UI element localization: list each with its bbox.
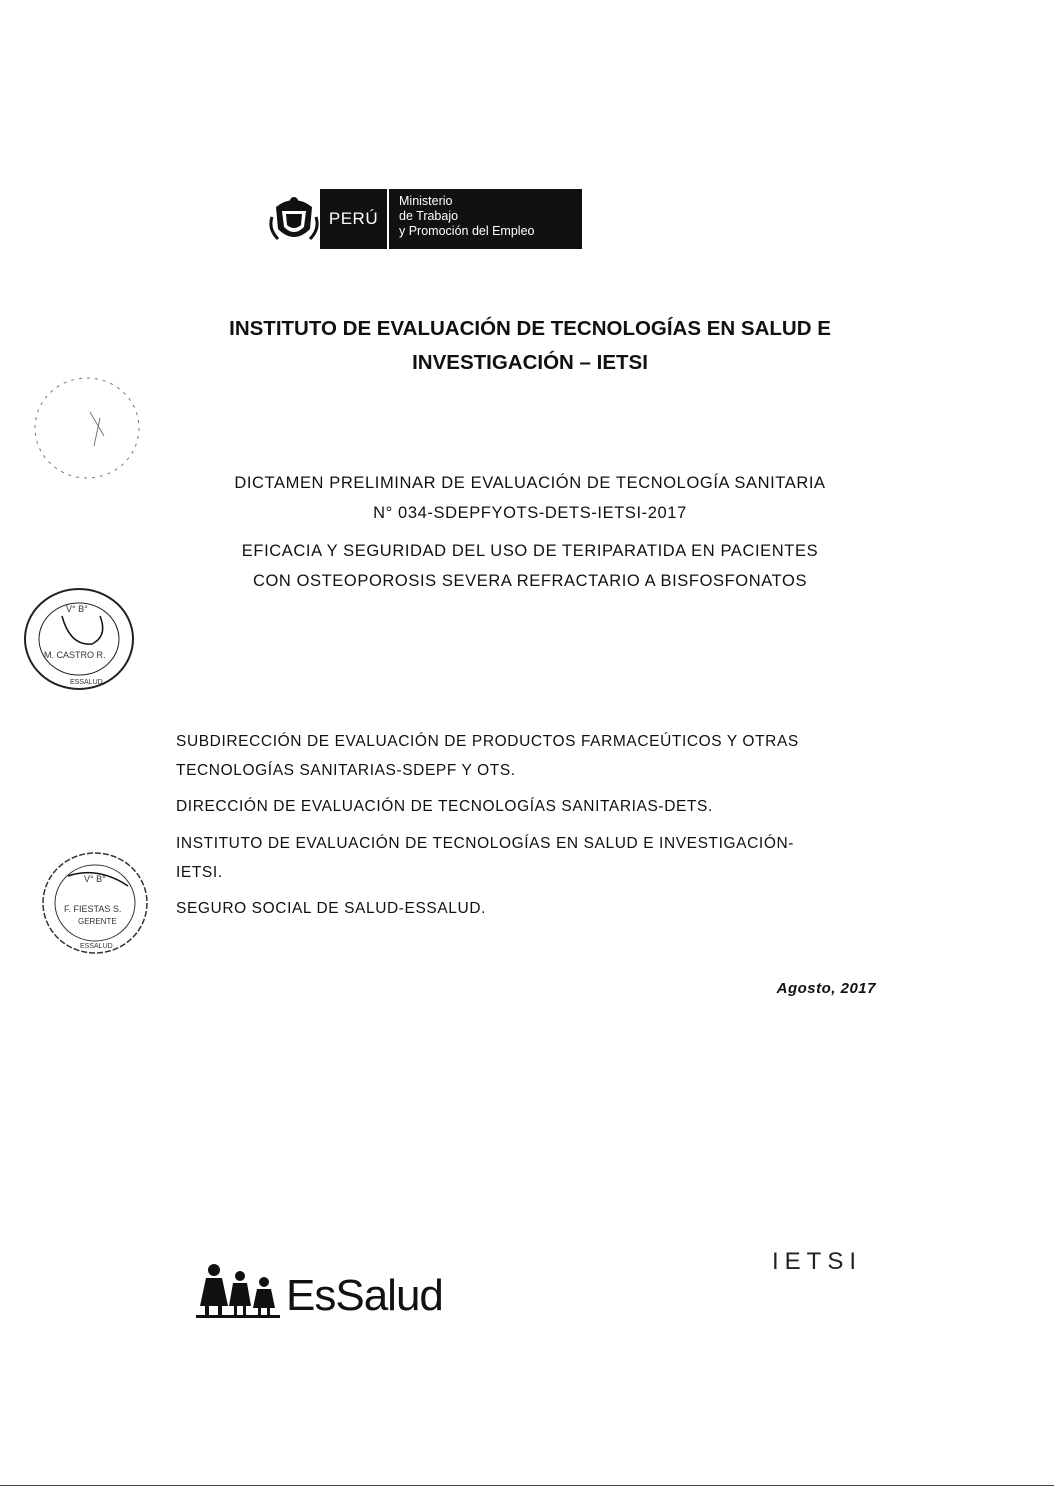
ministry-line: y Promoción del Empleo [399, 224, 535, 238]
stamp-name: F. FIESTAS S. [64, 904, 122, 914]
stamp-vb: V° B° [66, 604, 88, 614]
document-date: Agosto, 2017 [776, 980, 876, 997]
signature-icon [62, 616, 103, 644]
peru-label: PERÚ [320, 189, 389, 249]
approval-stamp-fiestas [38, 848, 152, 958]
stamp-org: ESSALUD [80, 943, 113, 950]
subject-line-2: CON OSTEOPOROSIS SEVERA REFRACTARIO A BISFOSFONATOS [252, 572, 808, 590]
author-line: IETSI. [176, 864, 223, 881]
dictamen-line-1: DICTAMEN PRELIMINAR DE EVALUACIÓN DE TECNOLOGÍA SANITARIA [234, 474, 826, 492]
subject-heading [160, 536, 900, 596]
author-subdireccion [176, 727, 886, 785]
author-line: INSTITUTO DE EVALUACIÓN DE TECNOLOGÍAS EN SALUD E INVESTIGACIÓN- [176, 835, 795, 852]
faint-stamp [30, 372, 144, 484]
dictamen-number: N° 034-SDEPFYOTS-DETS-IETSI-2017 [373, 504, 687, 522]
stamp-vb: V° B° [84, 874, 106, 884]
essalud-brand: EsSalud [286, 1271, 443, 1320]
institute-title [150, 312, 910, 380]
peru-coat-of-arms-icon [268, 189, 320, 249]
stamp-name: M. CASTRO R. [44, 650, 106, 660]
author-line: DIRECCIÓN DE EVALUACIÓN DE TECNOLOGÍAS SANITARIAS-DETS. [176, 798, 713, 815]
title-line-1: INSTITUTO DE EVALUACIÓN DE TECNOLOGÍAS EN SALUD E [229, 317, 831, 340]
author-line: SUBDIRECCIÓN DE EVALUACIÓN DE PRODUCTOS FARMACEÚTICOS Y OTRAS [176, 733, 799, 750]
author-line: TECNOLOGÍAS SANITARIAS-SDEPF Y OTS. [176, 762, 516, 779]
stamp-title: GERENTE [78, 917, 117, 926]
ministry-name [389, 189, 582, 249]
essalud-logo [196, 1262, 443, 1318]
family-figures-icon [196, 1262, 282, 1318]
dictamen-heading [160, 468, 900, 528]
subject-line-1: EFICACIA Y SEGURIDAD DEL USO DE TERIPARATIDA EN PACIENTES [241, 542, 819, 560]
ministry-line: de Trabajo [399, 209, 459, 223]
stamp-org: ESSALUD [70, 679, 103, 686]
ietsi-mark: IETSI [772, 1248, 863, 1275]
author-line: SEGURO SOCIAL DE SALUD-ESSALUD. [176, 900, 487, 917]
page-bottom-rule [0, 1485, 1054, 1486]
author-direccion [176, 792, 886, 821]
ministry-logo [268, 189, 582, 249]
ministry-line: Ministerio [399, 194, 453, 208]
approval-stamp-castro [22, 586, 136, 692]
author-essalud [176, 894, 886, 923]
author-instituto [176, 829, 886, 887]
title-line-2: INVESTIGACIÓN – IETSI [412, 351, 648, 374]
